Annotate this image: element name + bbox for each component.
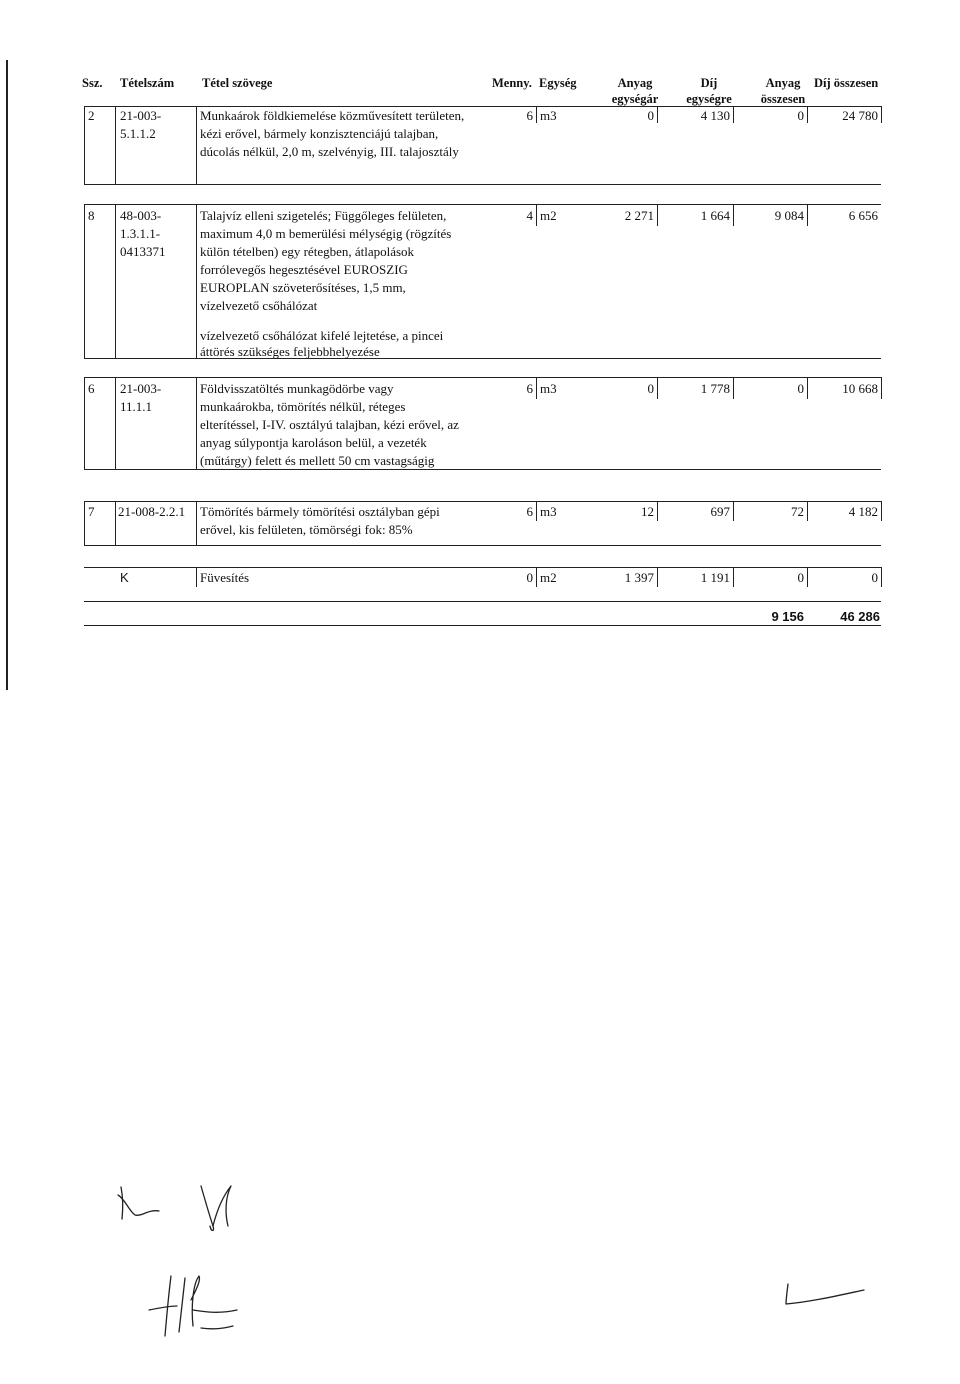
total-anyag-osszesen: 9 156 <box>771 609 804 624</box>
cell-tetelszam: 11.1.1 <box>120 399 153 414</box>
cell-szoveg: EUROPLAN szöveterősítéses, 1,5 mm, <box>200 280 406 295</box>
rule <box>536 106 537 123</box>
header-dij-egysegre-1: Díj <box>700 76 718 90</box>
cell-menny: 6 <box>526 381 533 396</box>
handwritten-initial-2 <box>195 1180 245 1235</box>
cell-tetelszam: 21-003- <box>120 108 162 123</box>
cell-szoveg: kézi erővel, bármely konzisztenciájú talajban, <box>200 126 439 141</box>
rule <box>84 567 881 568</box>
rule <box>807 106 808 123</box>
cell-anyag-osszesen: 9 084 <box>774 208 804 223</box>
rule <box>807 377 808 399</box>
cell-anyag-egysegar: 2 271 <box>624 208 654 223</box>
cell-szoveg: (műtárgy) felett és mellett 50 cm vastagságig <box>200 453 435 468</box>
cell-anyag-osszesen: 0 <box>797 381 804 396</box>
cell-szoveg: dúcolás nélkül, 2,0 m, szelvényig, III. talajosztály <box>200 144 459 159</box>
total-dij-osszesen: 46 286 <box>840 609 880 624</box>
cell-szoveg: maximum 4,0 m bemerülési mélységig (rögzítés <box>200 226 452 241</box>
cell-dij-egysegre: 1 191 <box>700 570 730 585</box>
cell-anyag-osszesen: 72 <box>791 504 804 519</box>
page-edge-bar <box>6 60 8 690</box>
header-tetel-szovege: Tétel szövege <box>202 76 273 90</box>
cell-szoveg: áttörés szükséges feljebbhelyezése <box>200 344 380 359</box>
rule <box>657 106 658 123</box>
cell-menny: 4 <box>526 208 533 223</box>
rule <box>881 501 882 521</box>
cell-tetelszam: 1.3.1.1- <box>120 226 161 241</box>
header-tetelszam: Tételszám <box>120 76 175 90</box>
rule <box>657 567 658 587</box>
cell-dij-osszesen: 24 780 <box>842 108 878 123</box>
cell-szoveg: külön tételben) egy rétegben, átlapolások <box>200 244 415 259</box>
cell-tetelszam: 21-008-2.2.1 <box>118 504 186 519</box>
rule <box>807 567 808 587</box>
header-dij-egysegre-2: egységre <box>686 92 732 106</box>
cell-egyseg: m2 <box>540 208 557 223</box>
cell-tetelszam: 21-003- <box>120 381 162 396</box>
header-anyag-osszesen-2: összesen <box>760 92 806 106</box>
cell-szoveg: vízelvezető csőhálózat <box>200 298 318 313</box>
rule <box>733 567 734 587</box>
handwritten-initial-1 <box>115 1185 175 1225</box>
rule <box>807 501 808 521</box>
rule <box>84 501 85 545</box>
rule <box>657 377 658 399</box>
rule <box>84 601 881 602</box>
rule <box>196 106 197 184</box>
rule <box>733 204 734 226</box>
rule <box>115 106 116 184</box>
cell-egyseg: m3 <box>540 381 557 396</box>
rule <box>84 204 881 205</box>
cell-dij-egysegre: 4 130 <box>700 108 730 123</box>
cell-menny: 0 <box>526 570 533 585</box>
cell-szoveg: Talajvíz elleni szigetelés; Függőleges felületen, <box>200 208 447 223</box>
rule <box>84 184 881 185</box>
header-menny: Menny. <box>492 76 532 90</box>
cell-szoveg: forrólevegős hegesztésével EUROSZIG <box>200 262 408 277</box>
cell-dij-osszesen: 6 656 <box>848 208 878 223</box>
rule <box>536 501 537 521</box>
cell-tetelszam: 48-003- <box>120 208 162 223</box>
rule <box>115 501 116 545</box>
cell-szoveg: anyag súlypontja karoláson belül, a vezeték <box>200 435 427 450</box>
rule <box>881 567 882 587</box>
cell-dij-egysegre: 1 664 <box>700 208 730 223</box>
cell-menny: 6 <box>526 504 533 519</box>
rule <box>733 106 734 123</box>
rule <box>536 204 537 226</box>
cell-szoveg: vízelvezető csőhálózat kifelé lejtetése, a pincei <box>200 328 444 343</box>
rule <box>196 204 197 358</box>
cell-tetelszam: 5.1.1.2 <box>120 126 156 141</box>
cell-ssz: 6 <box>88 381 95 396</box>
cell-tetelszam: K <box>120 570 129 585</box>
rule <box>115 204 116 358</box>
cell-ssz: 2 <box>88 108 95 123</box>
cell-tetelszam: 0413371 <box>120 244 166 259</box>
cell-egyseg: m3 <box>540 108 557 123</box>
cell-szoveg: elterítéssel, I-IV. osztályú talajban, kézi erővel, az <box>200 417 459 432</box>
rule <box>84 501 881 502</box>
rule <box>196 501 197 545</box>
rule <box>733 501 734 521</box>
cell-szoveg: Munkaárok földkiemelése közművesített területen, <box>200 108 465 123</box>
rule <box>657 501 658 521</box>
rule <box>84 625 881 626</box>
cell-anyag-egysegar: 12 <box>641 504 654 519</box>
cell-anyag-egysegar: 0 <box>647 381 654 396</box>
cell-anyag-egysegar: 1 397 <box>624 570 654 585</box>
cell-egyseg: m3 <box>540 504 557 519</box>
cell-anyag-osszesen: 0 <box>797 108 804 123</box>
header-anyag-egysegar-2: egységár <box>611 92 659 106</box>
cell-dij-osszesen: 0 <box>871 570 878 585</box>
rule <box>881 106 882 123</box>
cell-szoveg: Tömörítés bármely tömörítési osztályban gépi <box>200 504 440 519</box>
rule <box>196 567 197 587</box>
cell-anyag-egysegar: 0 <box>647 108 654 123</box>
header-anyag-osszesen-1: Anyag <box>765 76 801 90</box>
cell-dij-egysegre: 697 <box>710 504 730 519</box>
header-egyseg: Egység <box>539 76 577 90</box>
header-anyag-egysegar-1: Anyag <box>617 76 653 90</box>
header-ssz: Ssz. <box>82 76 103 90</box>
header-dij-osszesen: Díj összesen <box>814 76 879 90</box>
handwritten-initial-4 <box>780 1280 870 1310</box>
rule <box>84 106 85 184</box>
rule <box>115 377 116 469</box>
cell-szoveg: munkaárokba, tömörítés nélkül, réteges <box>200 399 406 414</box>
rule <box>536 377 537 399</box>
rule <box>84 377 85 469</box>
rule <box>84 545 881 546</box>
rule <box>84 377 881 378</box>
cell-ssz: 7 <box>88 504 95 519</box>
rule <box>84 204 85 358</box>
rule <box>733 377 734 399</box>
rule <box>657 204 658 226</box>
cell-egyseg: m2 <box>540 570 557 585</box>
cell-ssz: 8 <box>88 208 95 223</box>
rule <box>881 377 882 399</box>
cell-anyag-osszesen: 0 <box>797 570 804 585</box>
rule <box>196 377 197 469</box>
cell-dij-osszesen: 4 182 <box>848 504 878 519</box>
rule <box>536 567 537 587</box>
cell-szoveg: Földvisszatöltés munkagödörbe vagy <box>200 381 394 396</box>
cell-szoveg: Füvesítés <box>200 570 250 585</box>
rule <box>807 204 808 226</box>
cell-menny: 6 <box>526 108 533 123</box>
cell-dij-egysegre: 1 778 <box>700 381 730 396</box>
handwritten-initial-3 <box>145 1270 245 1345</box>
cell-dij-osszesen: 10 668 <box>842 381 878 396</box>
cell-szoveg: erővel, kis felületen, tömörségi fok: 85% <box>200 522 413 537</box>
